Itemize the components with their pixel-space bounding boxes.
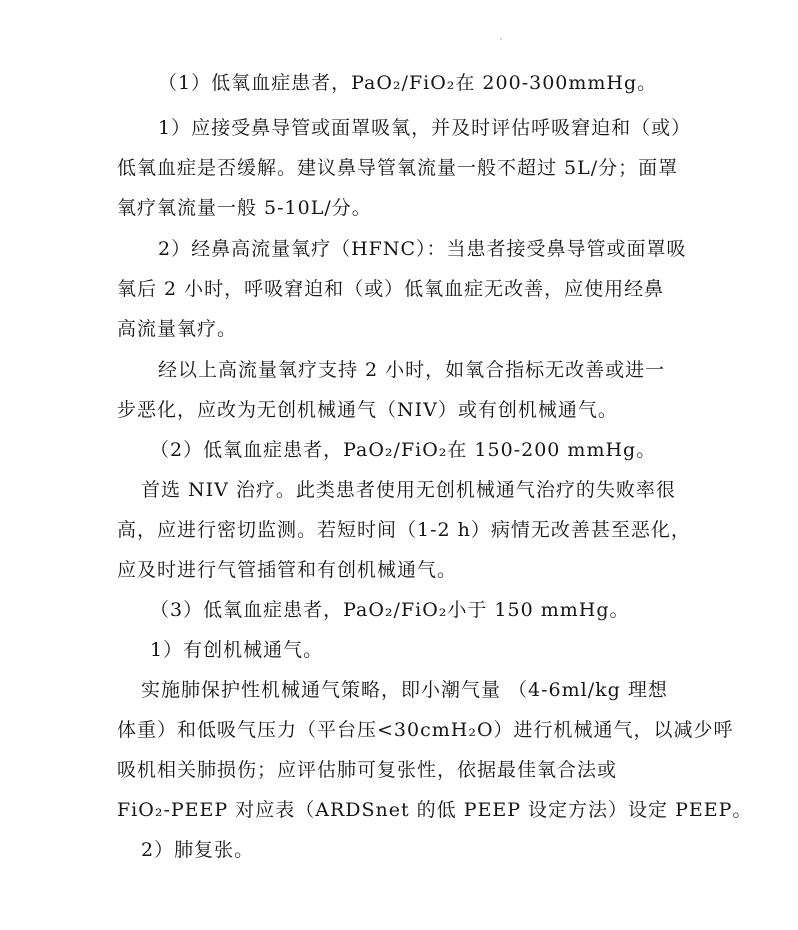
paragraph-line: 氧后 2 小时，呼吸窘迫和（或）低氧血症无改善，应使用经鼻 (117, 278, 665, 300)
paragraph-line: 吸机相关肺损伤；应评估肺可复张性，依据最佳氧合法或 (117, 759, 618, 781)
paragraph-line: 步恶化，应改为无创机械通气（NIV）或有创机械通气。 (117, 399, 618, 421)
paragraph-line: 氧疗氧流量一般 5-10L/分。 (117, 197, 372, 219)
scan-speck (500, 38, 502, 40)
paragraph-line: 首选 NIV 治疗。此类患者使用无创机械通气治疗的失败率很 (141, 479, 676, 501)
paragraph-line: 1）应接受鼻导管或面罩吸氧，并及时评估呼吸窘迫和（或） (158, 117, 692, 139)
paragraph-line: 实施肺保护性机械通气策略，即小潮气量 （4-6ml/kg 理想 (141, 679, 668, 701)
paragraph-line: 应及时进行气管插管和有创机械通气。 (117, 559, 458, 581)
heading-1: （1）低氧血症患者，PaO₂/FiO₂在 200-300mmHg。 (158, 72, 658, 94)
heading-3: （3）低氧血症患者，PaO₂/FiO₂小于 150 mmHg。 (150, 599, 630, 621)
heading-2: （2）低氧血症患者，PaO₂/FiO₂在 150-200 mmHg。 (150, 439, 657, 461)
paragraph-line: FiO₂-PEEP 对应表（ARDSnet 的低 PEEP 设定方法）设定 PEEP。 (117, 799, 753, 821)
paragraph-line: 经以上高流量氧疗支持 2 小时，如氧合指标无改善或进一 (158, 359, 666, 381)
paragraph-line: 高流量氧疗。 (117, 318, 238, 340)
subheading: 2）肺复张。 (141, 839, 255, 861)
subheading: 1）有创机械通气。 (150, 639, 324, 661)
paragraph-line: 2）经鼻高流量氧疗（HFNC）：当患者接受鼻导管或面罩吸 (158, 238, 687, 260)
paragraph-line: 高，应进行密切监测。若短时间（1-2 h）病情无改善甚至恶化， (117, 519, 691, 541)
paragraph-line: 体重）和低吸气压力（平台压<30cmH₂O）进行机械通气，以减少呼 (117, 719, 734, 741)
paragraph-line: 低氧血症是否缓解。建议鼻导管氧流量一般不超过 5L/分；面罩 (117, 157, 679, 179)
